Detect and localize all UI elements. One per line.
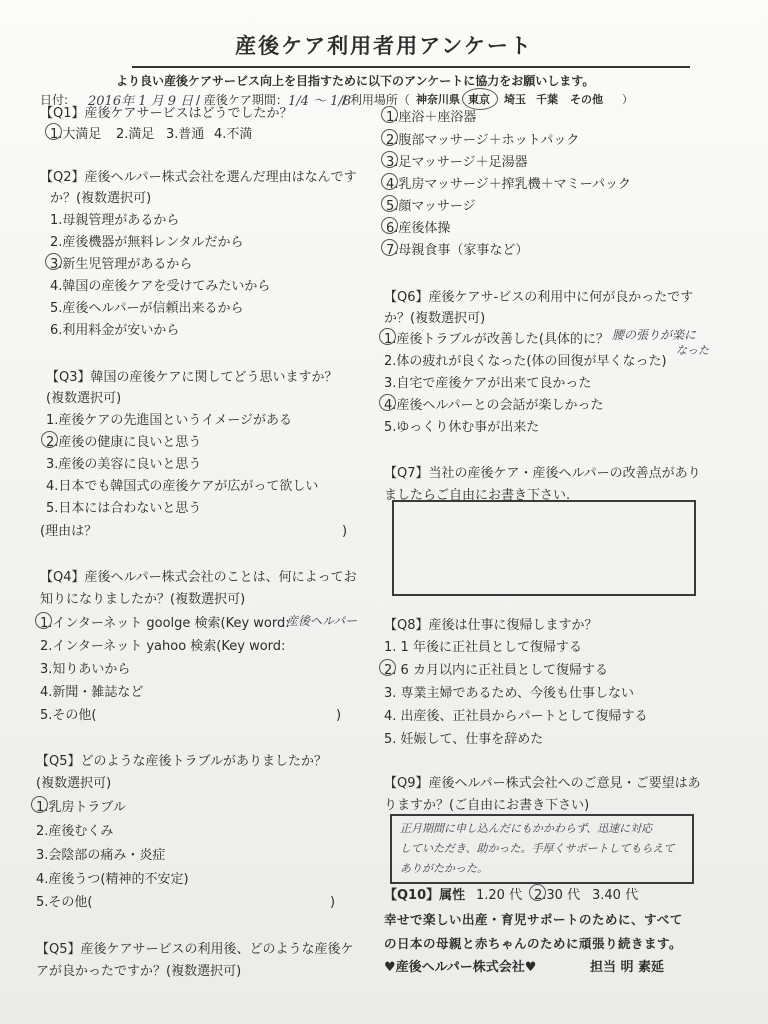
q5-close: ) bbox=[330, 895, 336, 910]
answer-circle bbox=[381, 106, 398, 123]
q8-option-2[interactable]: 2. 6 カ月以内に正社員として復帰する bbox=[384, 663, 608, 678]
q2-question: 【Q2】産後ヘルパー株式会社を選んだ理由はなんです bbox=[40, 170, 357, 185]
q5-option-2[interactable]: 2.産後むくみ bbox=[36, 824, 114, 839]
q2-option-3[interactable]: 3.新生児管理があるから bbox=[50, 257, 193, 272]
q2-option-2[interactable]: 2.産後機器が無料レンタルだから bbox=[50, 235, 244, 250]
q5-question-2: (複数選択可) bbox=[36, 776, 112, 791]
q5-question: 【Q5】どのような産後トラブルがありましたか？ bbox=[36, 754, 327, 769]
q10-label: 【Q10】属性 bbox=[384, 888, 466, 903]
q2-option-4[interactable]: 4.韓国の産後ケアを受けてみたいから bbox=[50, 279, 271, 294]
q1-option-2[interactable]: 2.満足 bbox=[116, 127, 155, 142]
answer-circle bbox=[31, 796, 48, 813]
q6-question: 【Q6】産後ケアサ-ビスの利用中に何が良かったです bbox=[384, 290, 694, 305]
answer-circle bbox=[45, 253, 62, 270]
q5b-option-7[interactable]: 7.母親食事（家事など） bbox=[386, 243, 529, 258]
answer-circle bbox=[41, 431, 58, 448]
q5b-question: 【Q5】産後ケアサービスの利用後、どのような産後ケ bbox=[36, 942, 354, 957]
footer-staff: 担当 明 素延 bbox=[590, 960, 665, 975]
q3-reason-close: ) bbox=[342, 524, 348, 539]
q5b-option-4[interactable]: 4.乳房マッサージ＋搾乳機＋マミーパック bbox=[386, 177, 631, 192]
q5b-option-3[interactable]: 3.足マッサージ＋足湯器 bbox=[386, 155, 528, 170]
q6-handwritten-answer: 腰の張りが楽に bbox=[612, 328, 697, 342]
q3-reason-label: (理由は？ bbox=[40, 524, 98, 539]
q3-question: 【Q3】韓国の産後ケアに関してどう思いますか？ bbox=[46, 370, 338, 385]
q3-option-5[interactable]: 5.日本には合わないと思う bbox=[46, 501, 202, 516]
q8-question: 【Q8】産後は仕事に復帰しますか？ bbox=[384, 618, 598, 633]
q4-option-1[interactable]: 1.インターネット goolge 検索(Key word: bbox=[40, 616, 290, 631]
answer-circle bbox=[45, 123, 62, 140]
q9-question: 【Q9】産後ヘルパー株式会社へのご意見・ご要望はあ bbox=[384, 776, 701, 791]
q6-option-1[interactable]: 1.産後トラブルが改善した(具体的に？ bbox=[384, 332, 609, 347]
q6-option-4[interactable]: 4.産後ヘルパーとの会話が楽しかった bbox=[384, 398, 604, 413]
q4-option-2[interactable]: 2.インターネット yahoo 検索(Key word: bbox=[40, 639, 286, 654]
q7-question: 【Q7】当社の産後ケア・産後ヘルパーの改善点があり bbox=[384, 466, 701, 481]
q4-keyword-filled: 産後ヘルパー bbox=[286, 614, 358, 628]
q5b-option-2[interactable]: 2.腹部マッサージ＋ホットパック bbox=[386, 133, 580, 148]
answer-circle bbox=[35, 612, 52, 629]
answer-circle bbox=[381, 173, 398, 190]
q2-question-2: か？(複数選択可) bbox=[50, 191, 152, 206]
answer-circle bbox=[379, 394, 396, 411]
footer-slogan-1: 幸せで楽しい出産・育児サポートのために、すべて bbox=[384, 912, 683, 927]
q4-question-2: 知りになりましたか？(複数選択可) bbox=[40, 592, 246, 607]
q10-option-2[interactable]: 2.30 代 bbox=[534, 888, 581, 903]
answer-circle bbox=[381, 129, 398, 146]
date-label: 日付: bbox=[40, 93, 69, 107]
q4-question: 【Q4】産後ヘルパー株式会社のことは、何によってお bbox=[40, 570, 357, 585]
q7-answer-box[interactable] bbox=[392, 500, 696, 596]
answer-circle bbox=[381, 151, 398, 168]
q10-option-1[interactable]: 1.20 代 bbox=[476, 888, 523, 903]
answer-circle bbox=[381, 195, 398, 212]
q6-question-2: か？(複数選択可) bbox=[384, 311, 486, 326]
q10-option-3[interactable]: 3.40 代 bbox=[592, 888, 639, 903]
q8-option-5[interactable]: 5. 妊娠して、仕事を辞めた bbox=[384, 732, 544, 747]
q9-handwritten-line-3: ありがたかった。 bbox=[400, 862, 488, 875]
answer-circle bbox=[381, 239, 398, 256]
intro-text: より良い産後ケアサービス向上を目指すために以下のアンケートに協力をお願いします。 bbox=[116, 74, 595, 88]
place-saitama: 埼玉 bbox=[504, 93, 526, 106]
q5-option-4[interactable]: 4.産後うつ(精神的不安定) bbox=[36, 872, 189, 887]
q3-question-2: (複数選択可) bbox=[46, 391, 122, 406]
q3-option-2[interactable]: 2.産後の健康に良いと思う bbox=[46, 435, 202, 450]
q3-option-3[interactable]: 3.産後の美容に良いと思う bbox=[46, 457, 202, 472]
q6-handwritten-answer-2: なった bbox=[676, 344, 709, 357]
place-kanagawa: 神奈川県 bbox=[416, 93, 460, 106]
answer-circle bbox=[529, 884, 546, 901]
q1-option-1[interactable]: 1.大満足 bbox=[50, 127, 102, 142]
q6-option-3[interactable]: 3.自宅で産後ケアが出来て良かった bbox=[384, 376, 592, 391]
q2-option-6[interactable]: 6.利用料金が安いから bbox=[50, 323, 180, 338]
title-underline bbox=[132, 66, 690, 68]
q5b-option-5[interactable]: 5.顔マッサージ bbox=[386, 199, 476, 214]
q4-option-4[interactable]: 4.新聞・雑誌など bbox=[40, 685, 144, 700]
q5b-option-1[interactable]: 1.座浴＋座浴器 bbox=[386, 110, 477, 125]
q7-question-2: ましたらご自由にお書き下さい. bbox=[384, 488, 571, 503]
place-close: ） bbox=[622, 93, 633, 106]
q9-handwritten-line-1: 正月期間に申し込んだにもかかわらず、迅速に対応 bbox=[400, 822, 653, 835]
q8-option-4[interactable]: 4. 出産後、正社員からパートとして復帰する bbox=[384, 709, 648, 724]
q5b-option-6[interactable]: 6.産後体操 bbox=[386, 221, 451, 236]
q5b-question-2: アが良かったですか？(複数選択可) bbox=[36, 964, 242, 979]
q6-option-2[interactable]: 2.体の疲れが良くなった(体の回復が早くなった) bbox=[384, 354, 667, 369]
answer-circle bbox=[379, 328, 396, 345]
q4-close: ) bbox=[336, 708, 342, 723]
q1-question: 【Q1】産後ケアサービスはどうでしたか？ bbox=[40, 106, 293, 121]
q8-option-3[interactable]: 3. 専業主婦であるため、今後も仕事しない bbox=[384, 686, 635, 701]
q6-option-5[interactable]: 5.ゆっくり休む事が出来た bbox=[384, 420, 540, 435]
date-filled: 2016年 1 月 9 日 bbox=[88, 94, 194, 109]
place-label: / 利用場所（ bbox=[342, 93, 410, 107]
q8-option-1[interactable]: 1. 1 年後に正社員として復帰する bbox=[384, 640, 582, 655]
q5-option-3[interactable]: 3.会陰部の痛み・炎症 bbox=[36, 848, 166, 863]
period-label: / 産後ケア期間： bbox=[196, 93, 288, 107]
q5-option-5[interactable]: 5.その他( bbox=[36, 895, 93, 910]
place-chiba: 千葉 bbox=[536, 93, 558, 106]
period-filled: 1/4 〜 1/8 bbox=[288, 94, 352, 109]
q3-option-1[interactable]: 1.産後ケアの先進国というイメージがある bbox=[46, 413, 293, 428]
page-title: 産後ケア利用者用アンケート bbox=[235, 34, 533, 58]
answer-circle bbox=[379, 659, 396, 676]
footer-slogan-2: の日本の母親と赤ちゃんのために頑張り続きます。 bbox=[384, 936, 683, 951]
q5-option-1[interactable]: 1.乳房トラブル bbox=[36, 800, 126, 815]
q9-question-2: りますか？(ご自由にお書き下さい) bbox=[384, 798, 590, 813]
q4-option-5[interactable]: 5.その他( bbox=[40, 708, 97, 723]
q1-option-3[interactable]: 3.普通 bbox=[166, 127, 205, 142]
q9-handwritten-line-2: していただき、助かった。手厚くサポートしてもらえて bbox=[400, 842, 675, 855]
q2-option-5[interactable]: 5.産後ヘルパーが信頼出来るから bbox=[50, 301, 244, 316]
answer-circle bbox=[462, 88, 498, 110]
q4-option-3[interactable]: 3.知りあいから bbox=[40, 662, 131, 677]
place-other: その他 bbox=[570, 93, 603, 106]
answer-circle bbox=[381, 217, 398, 234]
footer-company: ♥産後ヘルパー株式会社♥ bbox=[384, 960, 537, 975]
q2-option-1[interactable]: 1.母親管理があるから bbox=[50, 213, 180, 228]
q3-option-4[interactable]: 4.日本でも韓国式の産後ケアが広がって欲しい bbox=[46, 479, 319, 494]
place-tokyo: 東京 bbox=[468, 93, 490, 106]
q1-option-4[interactable]: 4.不満 bbox=[214, 127, 253, 142]
